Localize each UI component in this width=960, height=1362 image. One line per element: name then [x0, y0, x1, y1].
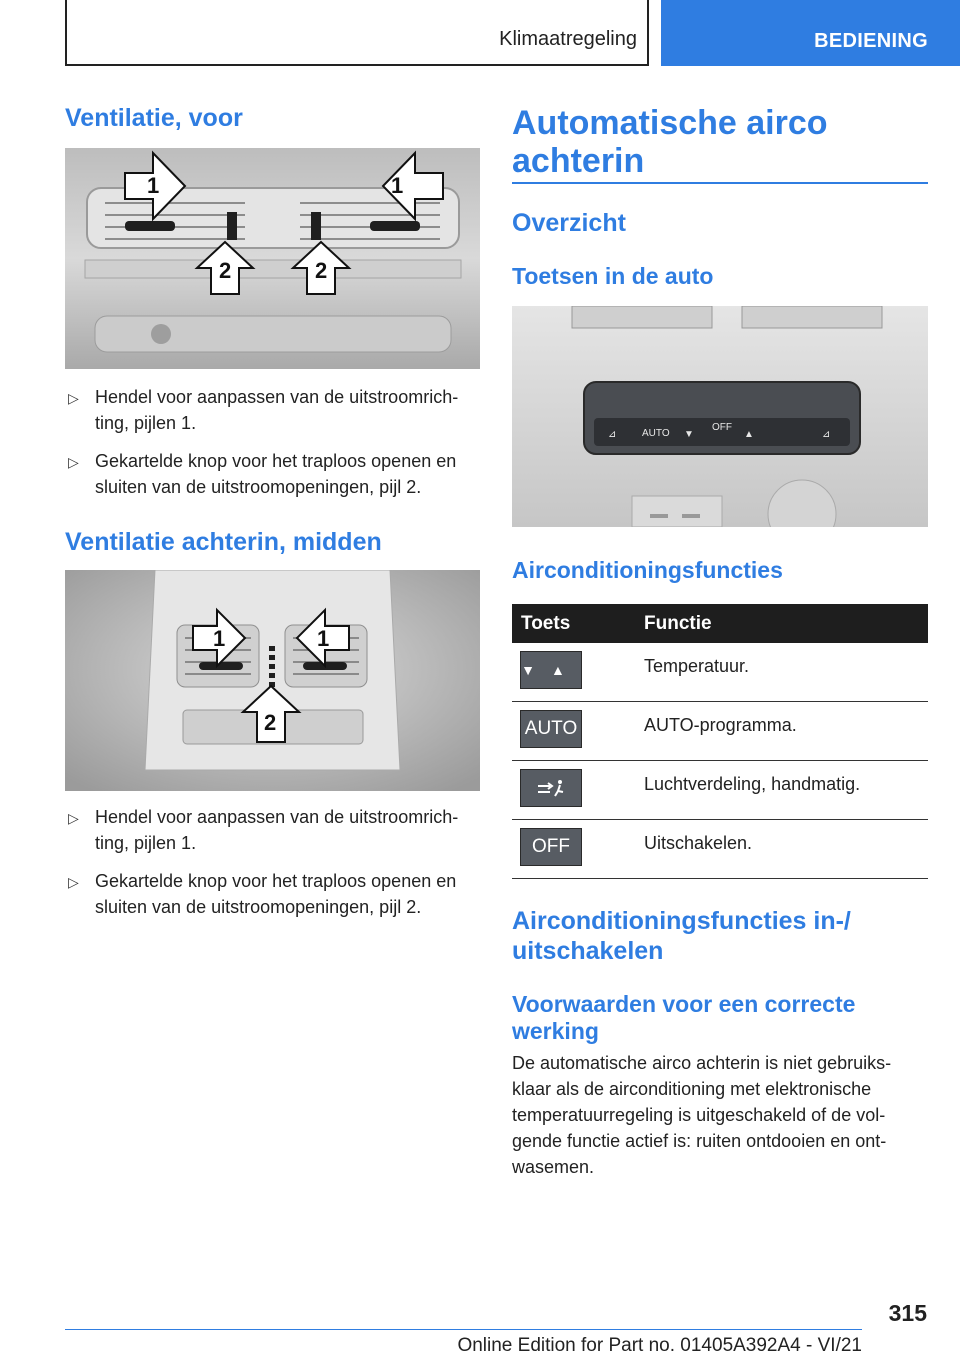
bullet-triangle-icon: ▷ [68, 454, 79, 470]
air-distribution-key [520, 769, 582, 807]
temperature-key [520, 651, 582, 689]
header-frame [65, 0, 649, 66]
keys-heading: Toetsen in de auto [512, 263, 714, 289]
function-text: Uitschakelen. [644, 833, 753, 853]
chapter-tab[interactable] [661, 0, 960, 66]
table-header [512, 604, 928, 643]
function-text: Luchtverdeling, handmatig. [644, 774, 861, 794]
table-row [512, 643, 928, 702]
function-text: Temperatuur. [644, 656, 750, 676]
list-item: ▷ Hendel voor aanpassen van de uitstroomrich-ting, pijlen 1. [68, 387, 459, 433]
function-text: AUTO-programma. [644, 715, 797, 735]
arrow-label: 2 [315, 258, 328, 283]
arrow-label: 1 [391, 173, 404, 198]
functions-table [512, 604, 928, 879]
svg-text:⊿: ⊿ [608, 429, 617, 440]
table-header-function: Functie [644, 613, 712, 634]
off-key: OFF [520, 828, 582, 866]
svg-text:▲: ▲ [744, 429, 754, 440]
svg-text:▼: ▼ [684, 429, 694, 440]
table-row [512, 702, 928, 761]
footer-rule [65, 1329, 862, 1330]
front-vent-bullets [65, 384, 480, 512]
rear-panel-photo [512, 306, 928, 527]
list-item: ▷ Gekartelde knop voor het traploos openen en sluiten van de uitstroomopeningen, pijl 2. [68, 451, 457, 497]
overview-heading: Overzicht [512, 209, 626, 237]
rear-vent-bullets [65, 804, 480, 932]
footer-edition: Online Edition for Part no. 01405A392A4 - VI/21 [457, 1335, 862, 1356]
heading-rule [512, 182, 928, 184]
chapter-tab-label: BEDIENING [814, 30, 928, 52]
panel-off-label: OFF [712, 422, 732, 433]
temperature-arrows-icon: ▼▲ [521, 662, 581, 678]
front-vent-photo [65, 148, 480, 369]
page-number: 315 [888, 1300, 927, 1326]
arrow-label: 2 [219, 258, 232, 283]
list-item: ▷ Gekartelde knop voor het traploos openen en sluiten van de uitstroomopeningen, pijl 2. [68, 871, 457, 917]
front-vent-heading: Ventilatie, voor [65, 104, 243, 132]
arrow-label: 1 [213, 626, 226, 651]
arrow-label: 2 [264, 710, 277, 735]
functions-heading: Airconditioningsfuncties [512, 557, 783, 583]
air-distribution-icon [536, 778, 566, 798]
bullet-triangle-icon: ▷ [68, 810, 79, 826]
conditions-paragraph: De automatische airco achterin is niet gebruiks-klaar als de airconditioning met elektronische temperatuurregeling is uitgeschakeld of de vol-gende functie actief is: ruiten ontdooien en ont-wasemen. [512, 1053, 892, 1177]
auto-key: AUTO [520, 710, 582, 748]
svg-text:⊿: ⊿ [822, 429, 831, 440]
conditions-heading: Voorwaarden voor een correcte werking [512, 991, 856, 1044]
list-item: ▷ Hendel voor aanpassen van de uitstroomrich-ting, pijlen 1. [68, 807, 459, 853]
rear-vent-heading: Ventilatie achterin, midden [65, 528, 382, 556]
bullet-triangle-icon: ▷ [68, 874, 79, 890]
bullet-triangle-icon: ▷ [68, 390, 79, 406]
table-row [512, 820, 928, 879]
arrow-label: 1 [147, 173, 160, 198]
table-row [512, 761, 928, 820]
panel-auto-label: AUTO [642, 428, 670, 439]
arrow-label: 1 [317, 626, 330, 651]
main-heading: Automatische airco achterin [512, 104, 828, 180]
onoff-heading: Airconditioningsfuncties in-/ uitschakelen [512, 907, 851, 965]
table-header-key: Toets [521, 613, 571, 634]
rear-vent-photo [65, 570, 480, 791]
section-title: Klimaatregeling [499, 28, 637, 50]
